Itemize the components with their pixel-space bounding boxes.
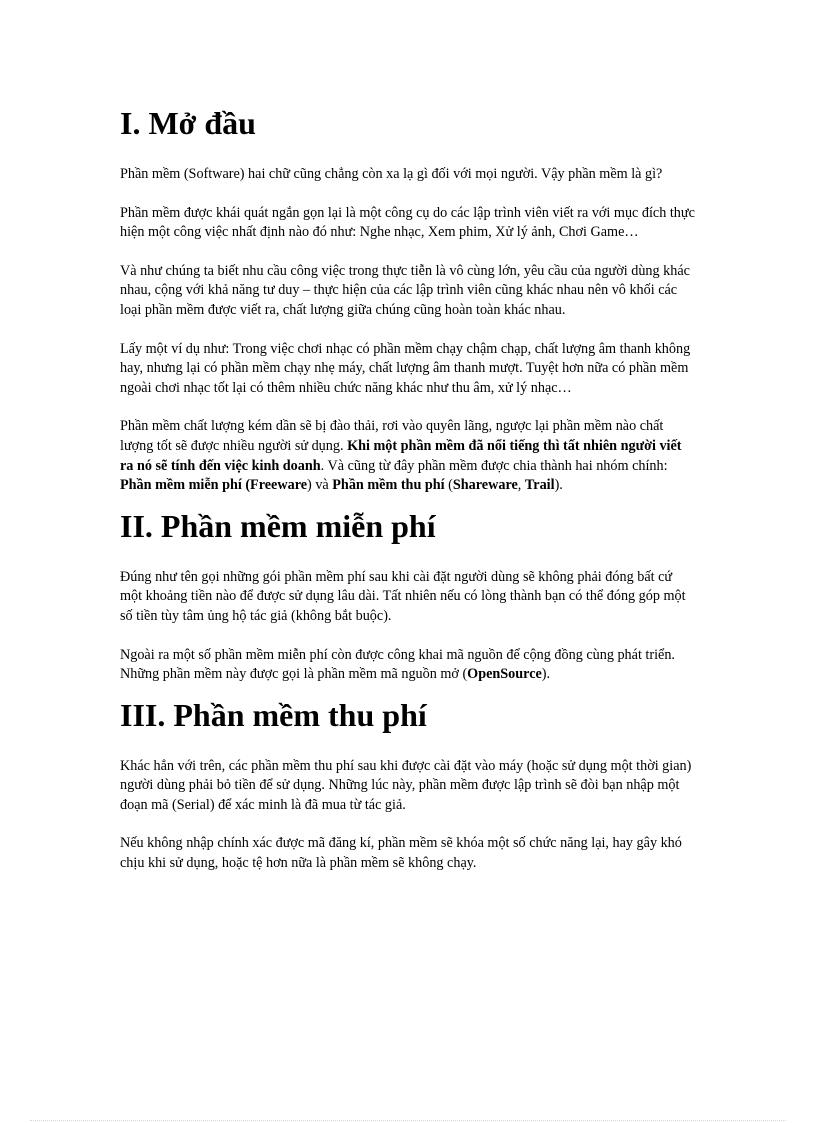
text-run: Ngoài ra một số phần mềm miễn phí còn được công khai mã nguồn để cộng đồng cùng phát triển. Những phần mềm này được gọi là phần mềm mã nguồn mở ( [120, 646, 675, 683]
bold-run: Shareware [452, 477, 518, 494]
paragraph-mixed [120, 417, 695, 495]
text-run: ). [541, 666, 551, 683]
bold-run: OpenSource [467, 666, 542, 683]
paragraph-mixed [120, 646, 695, 685]
text-run: ( [444, 477, 453, 494]
heading-paid-software: III. Phần mềm thu phí [120, 696, 427, 733]
paragraph: Khác hẳn với trên, các phần mềm thu phí sau khi được cài đặt vào máy (hoặc sử dụng một thời gian) người dùng phải bỏ tiền để sử dụng. Những lúc này, phần mềm được lập trình sẽ đòi bạn nhập một đoạn mã (Serial) để xác minh là đã mua từ tác giả. [120, 757, 692, 813]
text-run: ). [554, 477, 563, 494]
bold-run: Trail [524, 477, 555, 494]
bold-run: Phần mềm miễn phí (Freeware [120, 477, 308, 494]
text-run: ) và [307, 477, 333, 494]
text-run: Phần mềm chất lượng kém dần sẽ bị đào thải, rơi vào quyên lãng, ngược lại phần mềm nào chất lượng tốt sẽ được nhiều người sử dụng. [120, 418, 664, 454]
page-bottom-divider [30, 1120, 786, 1121]
paragraph: Và như chúng ta biết nhu cầu công việc trong thực tiễn là vô cùng lớn, yêu cầu của người dùng khác nhau, cộng với khả năng tư duy – thực hiện của các lập trình viên cũng khác nhau nên vô khối các loại phần mềm được viết ra, chất lượng giữa chúng cũng hoàn toàn khác nhau. [120, 262, 690, 318]
paragraph: Phần mềm (Software) hai chữ cũng chẳng còn xa lạ gì đối với mọi người. Vậy phần mềm là gì? [120, 166, 663, 182]
paragraph: Phần mềm được khái quát ngắn gọn lại là một công cụ do các lập trình viên viết ra với mục đích thực hiện một công việc nhất định nào đó như: Nghe nhạc, Xem phim, Xử lý ảnh, Chơi Game… [120, 204, 695, 241]
heading-intro: I. Mở đầu [120, 105, 256, 141]
document-page [120, 103, 695, 874]
bold-run: Khi một phần mềm đã nổi tiếng thì tất nhiên người viết ra nó sẽ tính đến việc kinh doanh [120, 437, 682, 474]
text-run: , [517, 477, 525, 494]
paragraph: Lấy một ví dụ như: Trong việc chơi nhạc có phần mềm chạy chậm chạp, chất lượng âm thanh không hay, nhưng lại có phần mềm chạy nhẹ máy, chất lượng âm thanh mượt. Tuyệt hơn nữa có phần mềm ngoài chơi nhạc tốt lại có thêm nhiều chức năng khác như thu âm, xử lý nhạc… [120, 340, 691, 396]
paragraph: Nếu không nhập chính xác được mã đăng kí, phần mềm sẽ khóa một số chức năng lại, hay gây khó chịu khi sử dụng, hoặc tệ hơn nữa là phần mềm sẽ không chạy. [120, 835, 682, 872]
text-run: . Và cũng từ đây phần mềm được chia thành hai nhóm chính: [320, 457, 668, 474]
paragraph: Đúng như tên gọi những gói phần mềm phí sau khi cài đặt người dùng sẽ không phải đóng bất cứ một khoảng tiền nào để được sử dụng lâu dài. Tất nhiên nếu có lòng thành bạn có thể đóng góp một số tiền tùy tâm ủng hộ tác giả (không bắt buộc). [120, 568, 686, 624]
heading-freeware: II. Phần mềm miễn phí [120, 507, 436, 544]
bold-run: Phần mềm thu phí [332, 477, 445, 494]
